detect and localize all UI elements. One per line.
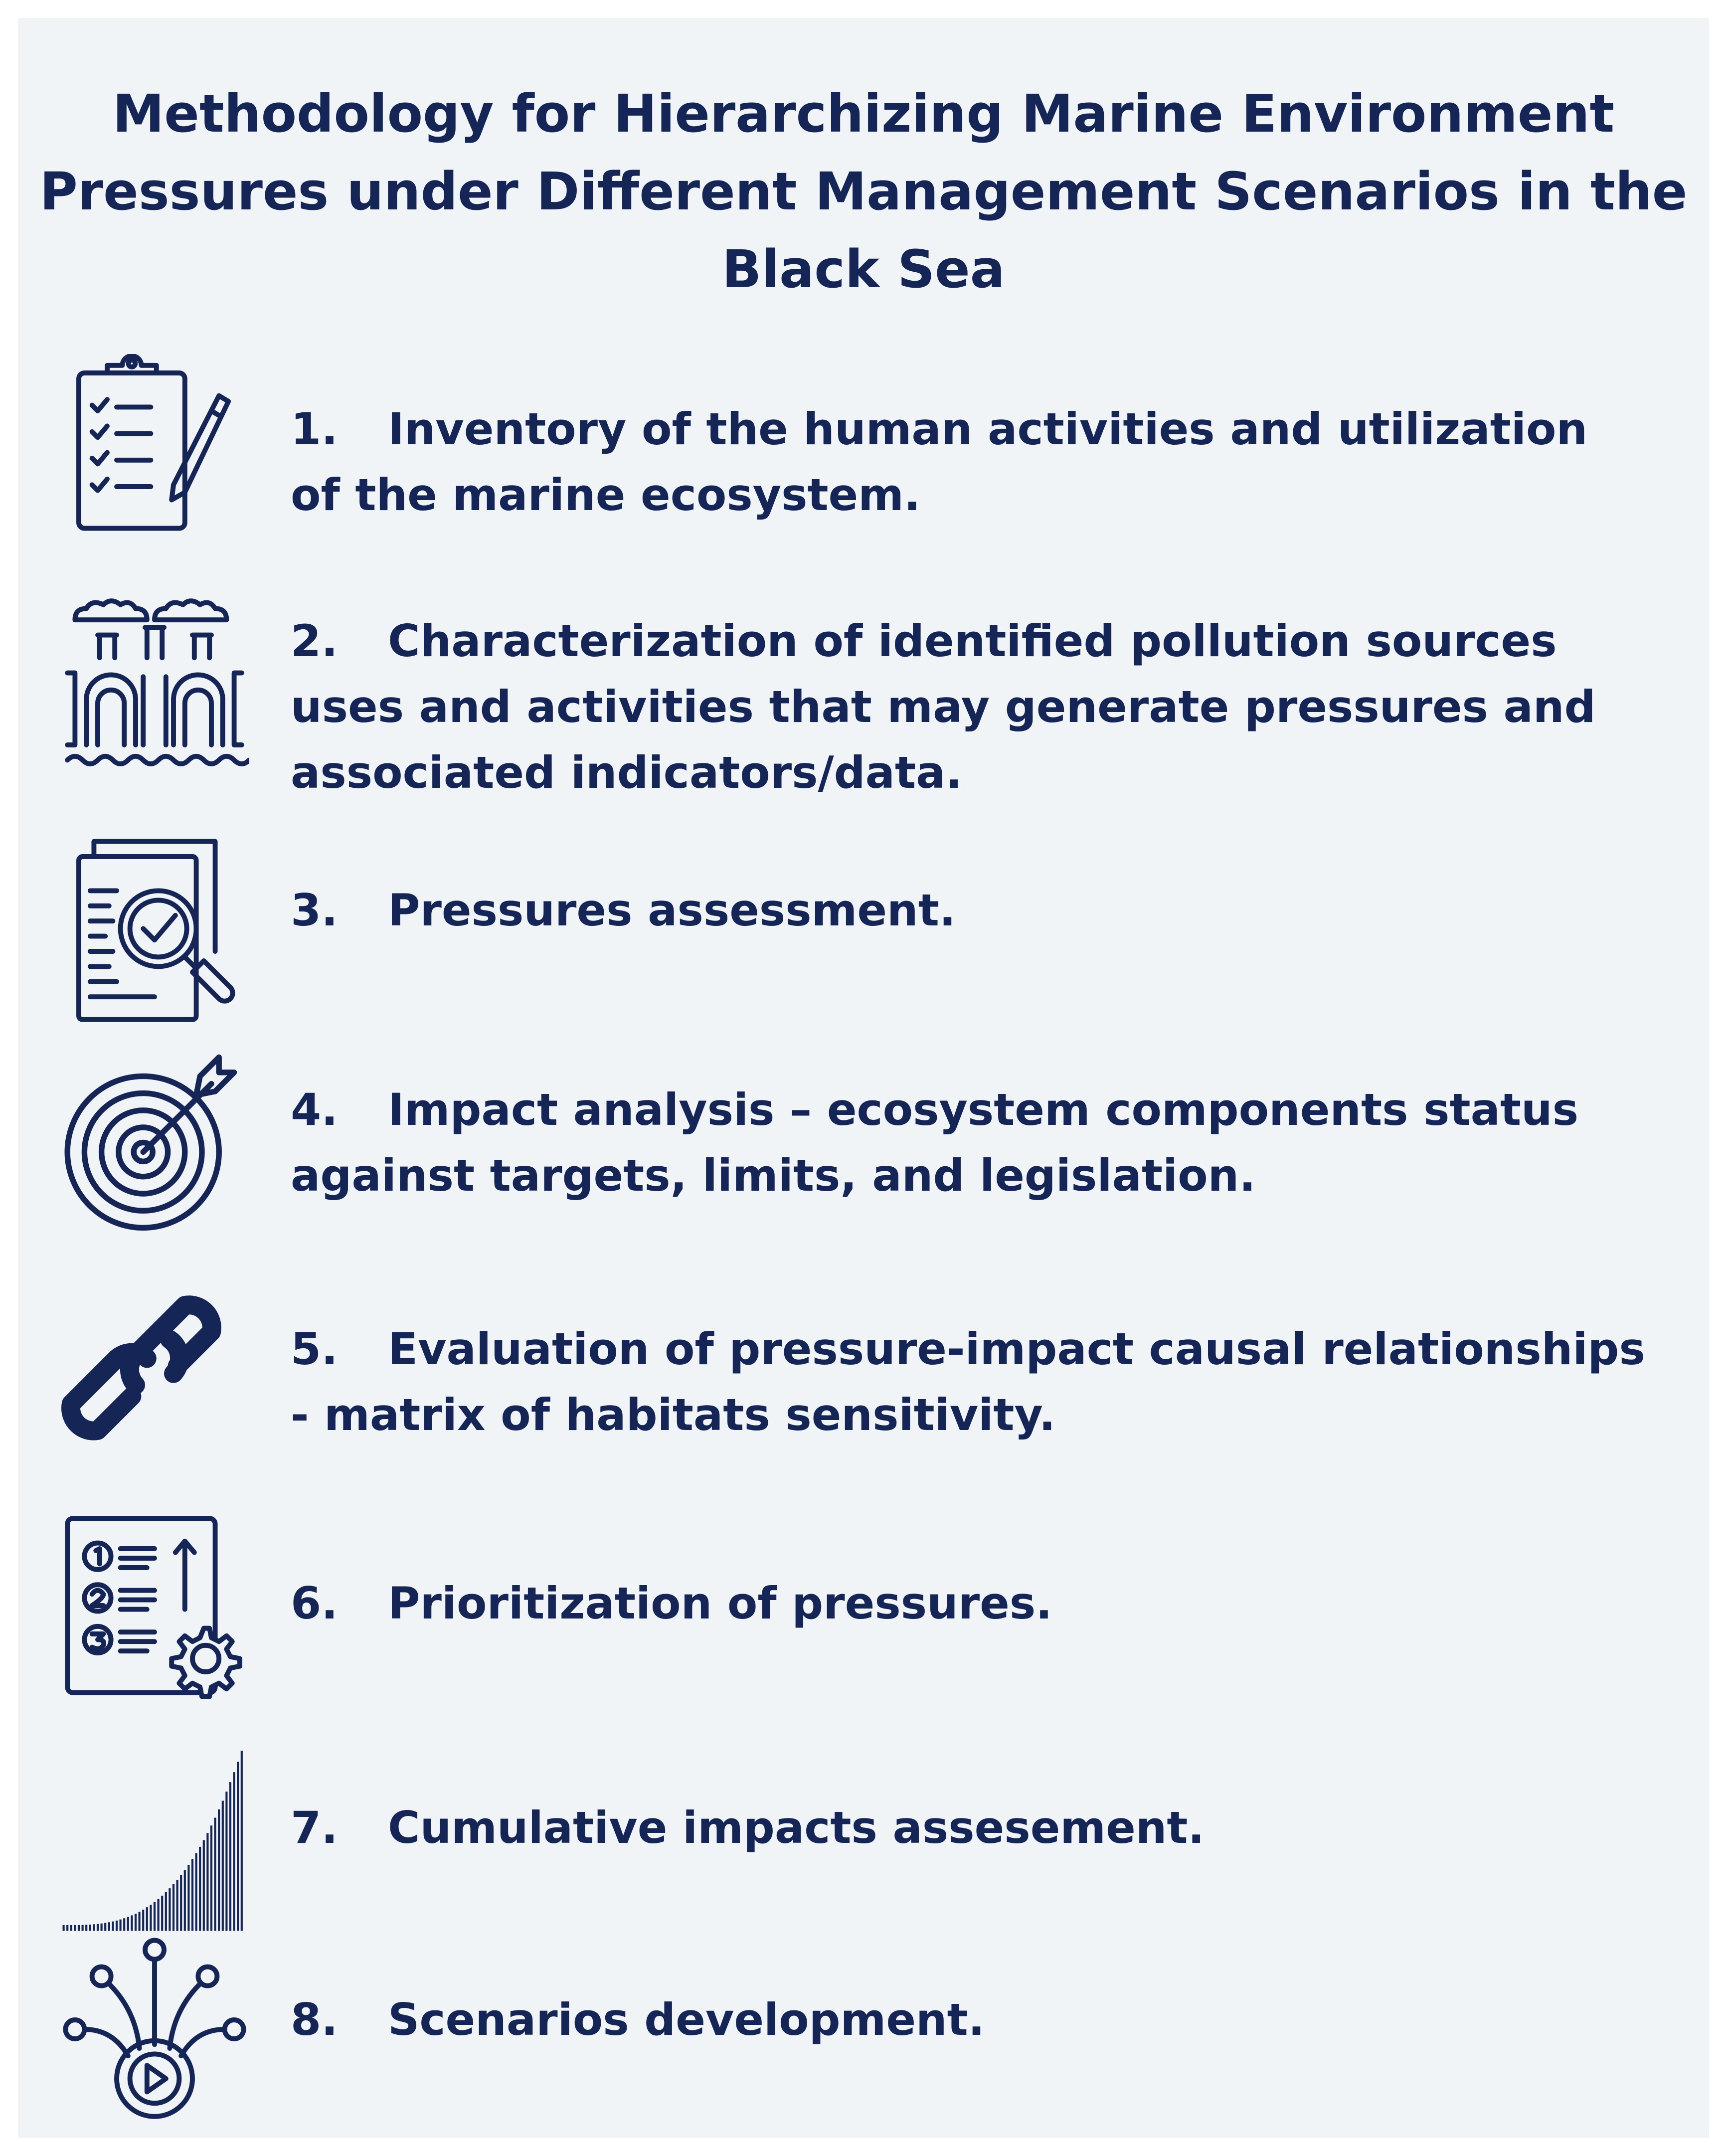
title-line-2: Pressures under Different Management Scenarios in the: [39, 161, 1688, 222]
step-6-number: 6.: [291, 1578, 338, 1629]
step-8-text: [291, 1987, 1637, 2053]
step-2-line-2: uses and activities that may generate pressures and: [291, 681, 1596, 732]
step-4-text: [291, 1077, 1637, 1209]
step-1-text: [291, 396, 1637, 528]
step-2-line-1: [291, 608, 1637, 674]
chain-link-icon: [60, 1286, 249, 1476]
scenario-network-icon: [60, 1935, 249, 2124]
step-1-line-2: of the marine ecosystem.: [291, 469, 921, 521]
step-5-label-1: Evaluation of pressure-impact causal relationships: [388, 1323, 1645, 1375]
factory-pollution-icon: [60, 593, 249, 783]
clipboard-checklist-pencil-icon: [60, 354, 249, 543]
step-8-line-1: [291, 1987, 1637, 2053]
step-6-line-1: [291, 1571, 1637, 1636]
step-2-number: 2.: [291, 615, 338, 667]
step-1-label-1: Inventory of the human activities and utilization: [388, 403, 1588, 455]
step-5-number: 5.: [291, 1323, 338, 1375]
step-5-text: [291, 1316, 1645, 1448]
infographic-title: [0, 75, 1727, 308]
step-1-line-1: [291, 396, 1637, 462]
step-5-line-1: [291, 1316, 1645, 1382]
step-7-text: [291, 1795, 1637, 1861]
step-2-line-3: associated indicators/data.: [291, 747, 962, 798]
step-5-line-2: - matrix of habitats sensitivity.: [291, 1389, 1056, 1440]
step-4-number: 4.: [291, 1084, 338, 1135]
step-4-line-1: [291, 1077, 1637, 1143]
title-line-3: Black Sea: [722, 239, 1005, 300]
step-8-label-1: Scenarios development.: [388, 1994, 985, 2045]
step-8-number: 8.: [291, 1994, 338, 2045]
step-2-label-1: Characterization of identified pollution sources: [388, 615, 1557, 667]
priority-list-gear-icon: [60, 1511, 249, 1700]
step-3-label-1: Pressures assessment.: [388, 885, 956, 936]
step-7-line-1: [291, 1795, 1637, 1861]
step-1-number: 1.: [291, 403, 338, 455]
step-7-number: 7.: [291, 1802, 338, 1853]
step-2-text: [291, 608, 1637, 806]
target-arrow-icon: [60, 1042, 249, 1232]
step-3-number: 3.: [291, 885, 338, 936]
step-6-text: [291, 1571, 1637, 1636]
step-4-line-2: against targets, limits, and legislation.: [291, 1150, 1256, 1201]
cumulative-bars-icon: [60, 1745, 249, 1935]
title-line-1: Methodology for Hierarchizing Marine Environment: [112, 83, 1615, 144]
step-7-label-1: Cumulative impacts assesement.: [388, 1802, 1205, 1853]
step-6-label-1: Prioritization of pressures.: [388, 1578, 1052, 1629]
document-magnifier-check-icon: [60, 838, 249, 1027]
step-3-text: [291, 878, 1637, 943]
step-4-label-1: Impact analysis – ecosystem components status: [388, 1084, 1579, 1135]
step-3-line-1: [291, 878, 1637, 943]
